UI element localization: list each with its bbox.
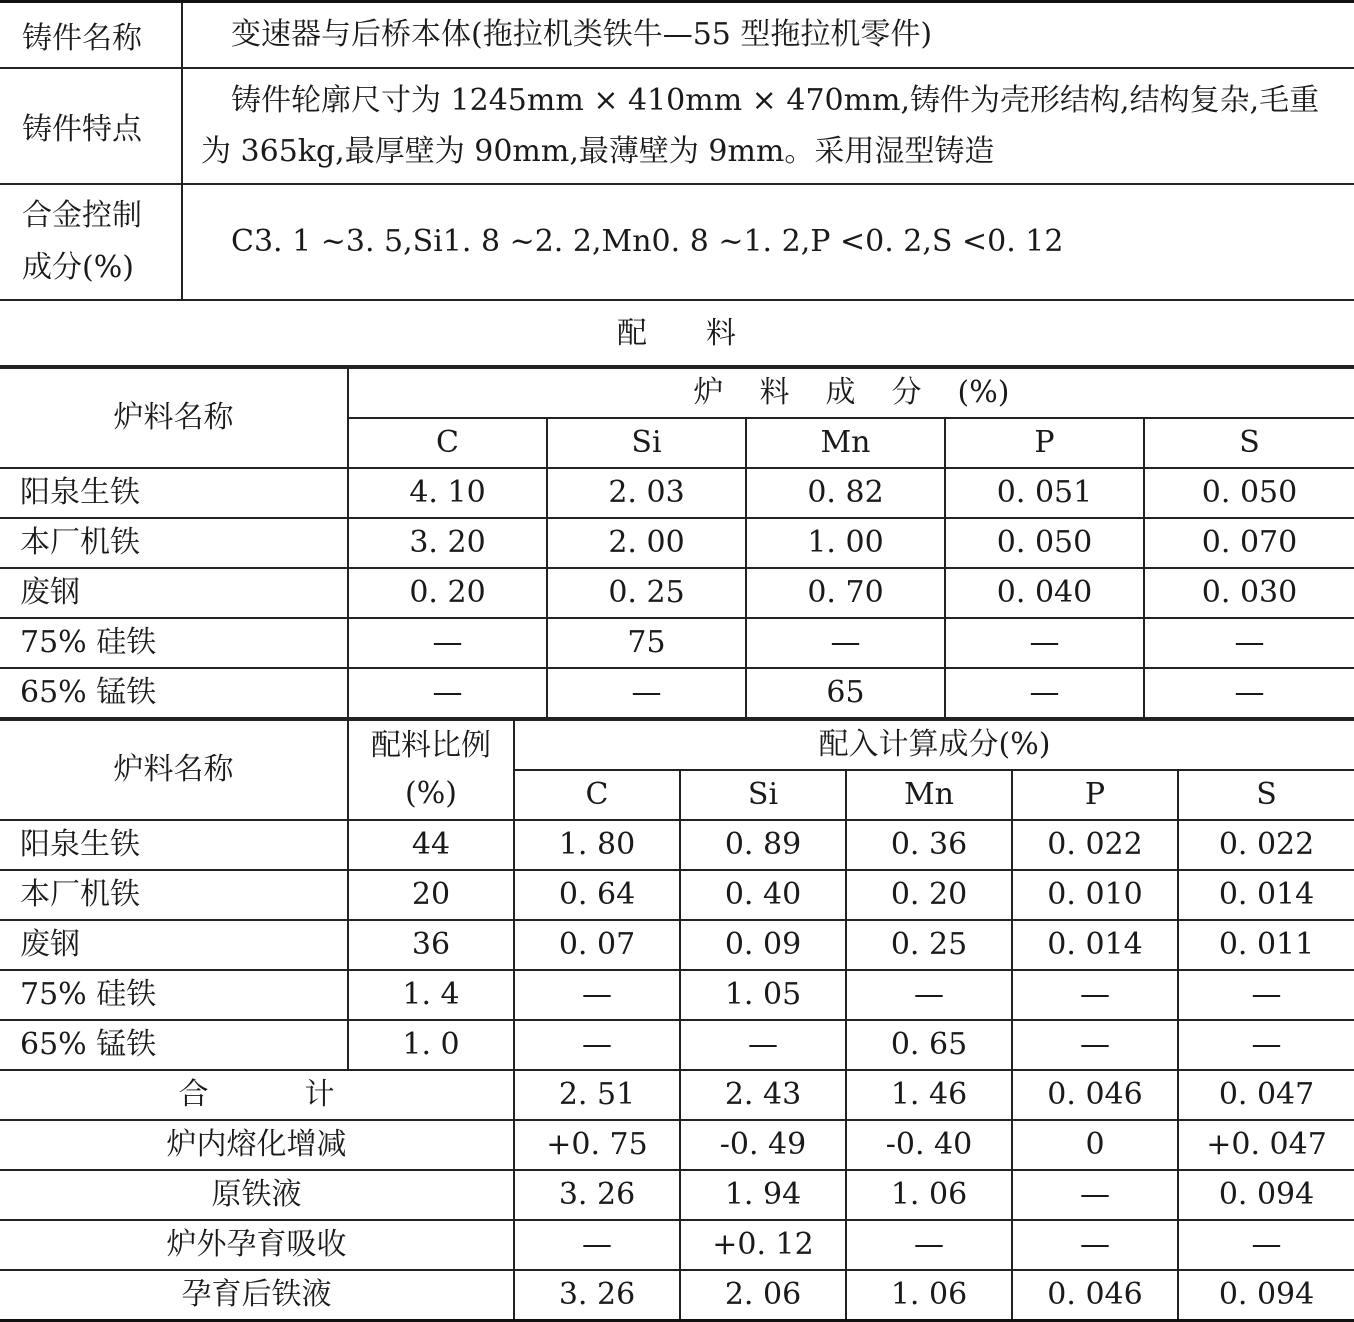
ratio-value: 44 (348, 820, 514, 870)
col-header-s: S (1144, 418, 1354, 468)
batching-caption (0, 301, 1354, 367)
value-si: — (547, 668, 746, 718)
alloy-control-row (0, 184, 1354, 300)
summary-value-mn: 1. 06 (846, 1270, 1012, 1321)
casting-name-label: 铸件名称 (0, 2, 182, 68)
charge-composition-table (0, 367, 1354, 719)
value-mn: 1. 00 (746, 518, 945, 568)
summary-value-mn: 1. 46 (846, 1070, 1012, 1120)
calc-value-p: 0. 010 (1012, 870, 1178, 920)
composition-header-w4: 分 (891, 374, 922, 410)
material-name: 本厂机铁 (0, 518, 348, 568)
summary-row (0, 1270, 1354, 1321)
caption-part1: 配 (617, 315, 648, 351)
table-row (0, 668, 1354, 718)
value-c: 3. 20 (348, 518, 547, 568)
ratio-value: 1. 0 (348, 1020, 514, 1070)
summary-value-s: 0. 094 (1178, 1170, 1354, 1220)
summary-value-s: +0. 047 (1178, 1120, 1354, 1170)
casting-features-line1: 铸件轮廓尺寸为 1245mm × 410mm × 470mm,铸件为壳形结构,结构复杂,毛重 (231, 82, 1320, 118)
table-row (0, 618, 1354, 668)
composition-body (0, 468, 1354, 718)
material-name: 废钢 (0, 920, 348, 970)
calc-value-mn: — (846, 970, 1012, 1020)
summary-value-c: — (514, 1220, 680, 1270)
calc-value-c: 0. 07 (514, 920, 680, 970)
calc-value-p: — (1012, 1020, 1178, 1070)
summary-value-si: 2. 06 (680, 1270, 846, 1321)
summary-value-s: 0. 047 (1178, 1070, 1354, 1120)
col-header-si: Si (547, 418, 746, 468)
casting-features-row (0, 68, 1354, 184)
summary-value-c: 3. 26 (514, 1270, 680, 1321)
summary-label: 原铁液 (0, 1170, 514, 1220)
batching-summary (0, 1070, 1354, 1321)
calc-value-s: — (1178, 1020, 1354, 1070)
composition-header-row (0, 368, 1354, 418)
value-p: — (945, 618, 1144, 668)
casting-features-value (182, 68, 1354, 184)
calc-value-c: 0. 64 (514, 870, 680, 920)
summary-value-c: 3. 26 (514, 1170, 680, 1220)
calc-value-si: 0. 40 (680, 870, 846, 920)
value-mn: 0. 70 (746, 568, 945, 618)
ratio-value: 20 (348, 870, 514, 920)
casting-name-value: 变速器与后桥本体(拖拉机类铁牛—55 型拖拉机零件) (182, 2, 1354, 68)
value-si: 75 (547, 618, 746, 668)
calc-col-header-s: S (1178, 770, 1354, 820)
calc-col-header-si: Si (680, 770, 846, 820)
value-mn: — (746, 618, 945, 668)
col-header-p: P (945, 418, 1144, 468)
material-name: 75% 硅铁 (0, 618, 348, 668)
table-row (0, 970, 1354, 1020)
value-p: — (945, 668, 1144, 718)
summary-value-p: 0 (1012, 1120, 1178, 1170)
alloy-control-label-line1: 合金控制 (22, 197, 142, 233)
value-mn: 65 (746, 668, 945, 718)
calc-value-mn: 0. 36 (846, 820, 1012, 870)
summary-label: 孕育后铁液 (0, 1270, 514, 1321)
table-row (0, 1020, 1354, 1070)
material-name: 阳泉生铁 (0, 468, 348, 518)
col-header-c: C (348, 418, 547, 468)
casting-features-label: 铸件特点 (0, 68, 182, 184)
table-row (0, 568, 1354, 618)
summary-value-mn: 1. 06 (846, 1170, 1012, 1220)
value-s: 0. 030 (1144, 568, 1354, 618)
calc-value-c: 1. 80 (514, 820, 680, 870)
summary-row (0, 1070, 1354, 1120)
summary-label (0, 1070, 514, 1120)
calc-col-header-mn: Mn (846, 770, 1012, 820)
calc-value-mn: 0. 25 (846, 920, 1012, 970)
material-name: 废钢 (0, 568, 348, 618)
value-c: — (348, 668, 547, 718)
composition-header-w2: 料 (759, 374, 790, 410)
summary-value-si: +0. 12 (680, 1220, 846, 1270)
summary-value-s: 0. 094 (1178, 1270, 1354, 1321)
value-mn: 0. 82 (746, 468, 945, 518)
composition-header-w3: 成 (825, 374, 856, 410)
summary-value-p: 0. 046 (1012, 1070, 1178, 1120)
summary-value-mn: — (846, 1220, 1012, 1270)
summary-value-c: 2. 51 (514, 1070, 680, 1120)
calc-value-c: — (514, 1020, 680, 1070)
ratio-header-line2: (%) (405, 775, 457, 811)
calc-col-header-c: C (514, 770, 680, 820)
calc-value-p: — (1012, 970, 1178, 1020)
calc-col-header-p: P (1012, 770, 1178, 820)
composition-header-w5: (%) (957, 374, 1010, 410)
ratio-value: 1. 4 (348, 970, 514, 1020)
value-si: 2. 00 (547, 518, 746, 568)
summary-value-si: -0. 49 (680, 1120, 846, 1170)
material-name: 阳泉生铁 (0, 820, 348, 870)
ratio-value: 36 (348, 920, 514, 970)
table-row (0, 518, 1354, 568)
calc-value-s: 0. 014 (1178, 870, 1354, 920)
summary-row (0, 1170, 1354, 1220)
summary-value-s: — (1178, 1220, 1354, 1270)
casting-info-table (0, 0, 1354, 301)
summary-value-mn: -0. 40 (846, 1120, 1012, 1170)
summary-value-si: 1. 94 (680, 1170, 846, 1220)
alloy-control-value: C3. 1 ~3. 5,Si1. 8 ~2. 2,Mn0. 8 ~1. 2,P <0. 2,S <0. 12 (182, 184, 1354, 300)
table-row (0, 468, 1354, 518)
summary-label-a: 合 (178, 1076, 209, 1112)
calc-value-p: 0. 014 (1012, 920, 1178, 970)
table-row (0, 920, 1354, 970)
calc-value-s: — (1178, 970, 1354, 1020)
summary-row (0, 1120, 1354, 1170)
calc-value-mn: 0. 20 (846, 870, 1012, 920)
value-si: 2. 03 (547, 468, 746, 518)
summary-value-c: +0. 75 (514, 1120, 680, 1170)
value-s: — (1144, 668, 1354, 718)
summary-label: 炉内熔化增减 (0, 1120, 514, 1170)
col-header-mn: Mn (746, 418, 945, 468)
calc-value-si: 0. 09 (680, 920, 846, 970)
calc-header: 配入计算成分(%) (514, 720, 1354, 770)
batching-name-header: 炉料名称 (0, 720, 348, 820)
material-name: 65% 锰铁 (0, 1020, 348, 1070)
charge-name-header: 炉料名称 (0, 368, 348, 468)
calc-value-c: — (514, 970, 680, 1020)
summary-value-si: 2. 43 (680, 1070, 846, 1120)
casting-features-line2: 为 365kg,最厚壁为 90mm,最薄壁为 9mm。采用湿型铸造 (201, 133, 995, 169)
value-si: 0. 25 (547, 568, 746, 618)
calc-value-si: 0. 89 (680, 820, 846, 870)
alloy-control-label (0, 184, 182, 300)
calc-value-s: 0. 011 (1178, 920, 1354, 970)
value-p: 0. 040 (945, 568, 1144, 618)
batching-body (0, 820, 1354, 1070)
value-c: 0. 20 (348, 568, 547, 618)
summary-value-p: — (1012, 1170, 1178, 1220)
batching-calc-table (0, 719, 1354, 1322)
value-s: 0. 070 (1144, 518, 1354, 568)
ratio-header-line1: 配料比例 (371, 727, 491, 763)
summary-label-b: 计 (304, 1076, 335, 1112)
alloy-control-label-line2: 成分(%) (22, 249, 134, 285)
ratio-header (348, 720, 514, 820)
calc-value-mn: 0. 65 (846, 1020, 1012, 1070)
value-s: — (1144, 618, 1354, 668)
composition-header (348, 368, 1354, 418)
casting-name-row (0, 2, 1354, 68)
calc-value-s: 0. 022 (1178, 820, 1354, 870)
calc-value-p: 0. 022 (1012, 820, 1178, 870)
calc-value-si: 1. 05 (680, 970, 846, 1020)
value-s: 0. 050 (1144, 468, 1354, 518)
summary-label: 炉外孕育吸收 (0, 1220, 514, 1270)
caption-part2: 料 (706, 315, 737, 351)
value-p: 0. 051 (945, 468, 1144, 518)
summary-value-p: — (1012, 1220, 1178, 1270)
material-name: 本厂机铁 (0, 870, 348, 920)
value-c: 4. 10 (348, 468, 547, 518)
batching-header-row (0, 720, 1354, 770)
material-name: 75% 硅铁 (0, 970, 348, 1020)
material-name: 65% 锰铁 (0, 668, 348, 718)
value-p: 0. 050 (945, 518, 1144, 568)
calc-value-si: — (680, 1020, 846, 1070)
table-row (0, 870, 1354, 920)
value-c: — (348, 618, 547, 668)
summary-value-p: 0. 046 (1012, 1270, 1178, 1321)
table-row (0, 820, 1354, 870)
composition-header-w1: 炉 (693, 374, 724, 410)
summary-row (0, 1220, 1354, 1270)
